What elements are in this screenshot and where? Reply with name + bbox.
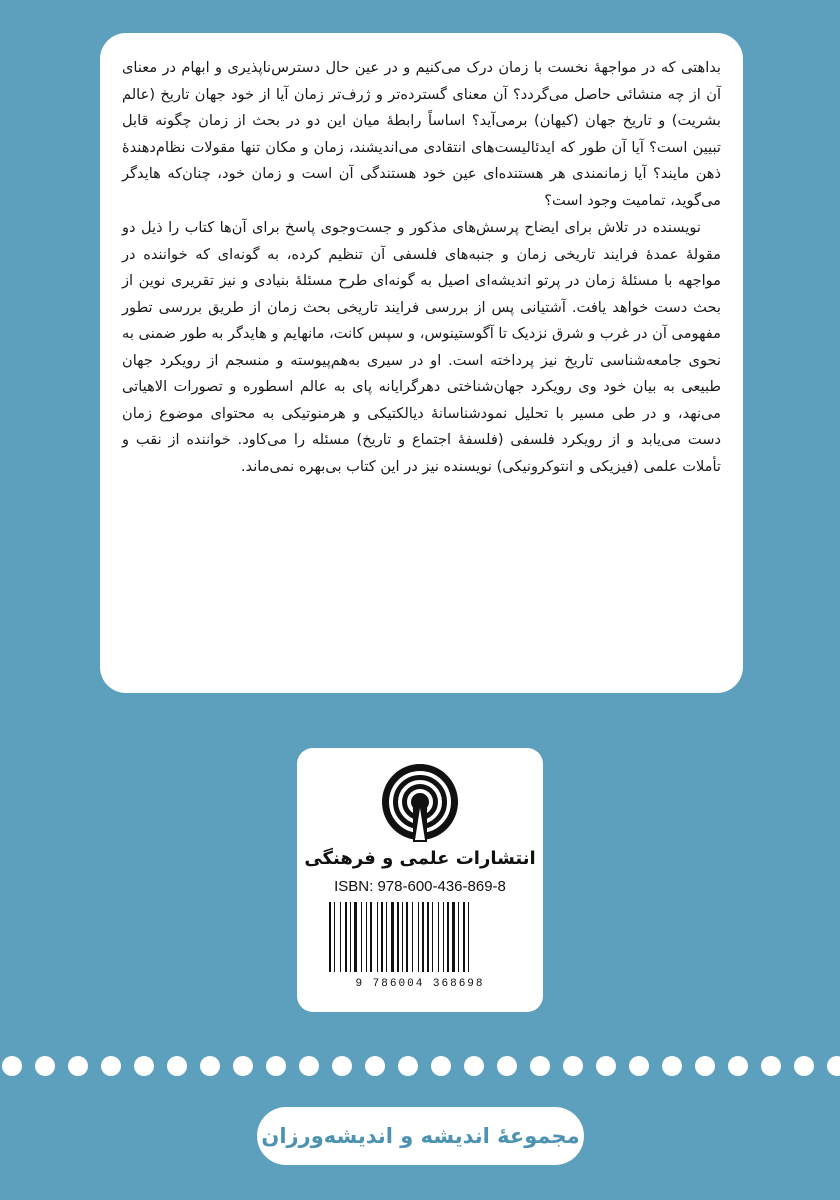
barcode-bar (391, 902, 394, 972)
barcode-bar (432, 902, 433, 972)
barcode-bar (329, 902, 331, 972)
barcode-bar (447, 902, 449, 972)
divider-dot (167, 1056, 187, 1076)
barcode-bar (418, 902, 419, 972)
publisher-card (297, 748, 543, 1012)
divider-dot (728, 1056, 748, 1076)
divider-dot (398, 1056, 418, 1076)
divider-dot (200, 1056, 220, 1076)
divider-dot (2, 1056, 22, 1076)
series-badge (257, 1107, 584, 1165)
divider-dot (530, 1056, 550, 1076)
divider-dot (134, 1056, 154, 1076)
barcode-bar (406, 902, 408, 972)
divider-dot (629, 1056, 649, 1076)
barcode-bars (329, 902, 469, 972)
divider-dot (596, 1056, 616, 1076)
barcode-bar (422, 902, 424, 972)
barcode-bar (361, 902, 362, 972)
barcode-bar (345, 902, 347, 972)
blurb-paragraph-1: بداهتی که در مواجههٔ نخست با زمان درک می‌کنیم و در عین حال دسترس‌ناپذیری و ابهام در معنای آن از چه منشائی حاصل می‌گردد؟ آن معنای گسترده‌تر و ژرف‌تر زمان آیا از خود جهان تاریخ (عالم بشریت) و تاریخ جهان (کیهان) برمی‌آید؟ اساساً رابطهٔ میان این دو در بحث از زمان چگونه قابل تبیین است؟ آیا آن طور که ایدئالیست‌های انتقادی می‌اندیشند، زمان و مکان تنها مقولات نظام‌دهندهٔ ذهن مایند؟ آیا زمانمندی هر هستنده‌ای عین خود هستندگی آن است و زمان خود، چنان‌که هایدگر می‌گوید، تمامیت وجود است؟ (122, 59, 721, 209)
barcode-bar (370, 902, 372, 972)
divider-dot (299, 1056, 319, 1076)
divider-dot (563, 1056, 583, 1076)
divider-dot (68, 1056, 88, 1076)
barcode-bar (354, 902, 357, 972)
divider-dot (827, 1056, 840, 1076)
barcode-bar (443, 902, 444, 972)
barcode-bar (402, 902, 403, 972)
barcode-digits: 9 786004 368698 (355, 978, 485, 990)
barcode-bar (340, 902, 341, 972)
publisher-emblem-icon (380, 762, 460, 842)
barcode-bar (468, 902, 469, 972)
barcode-bar (381, 902, 383, 972)
divider-dot (101, 1056, 121, 1076)
barcode-bar (366, 902, 367, 972)
series-label: مجموعهٔ اندیشه و اندیشه‌ورزان (261, 1124, 580, 1148)
barcode-bar (334, 902, 335, 972)
barcode-bar (438, 902, 439, 972)
barcode-bar (397, 902, 399, 972)
divider-dot (266, 1056, 286, 1076)
divider-dot (431, 1056, 451, 1076)
divider-dot (794, 1056, 814, 1076)
divider-dot (464, 1056, 484, 1076)
barcode-bar (386, 902, 387, 972)
isbn-label: ISBN: 978-600-436-869-8 (334, 878, 506, 895)
isbn-barcode (321, 900, 519, 990)
barcode-bar (350, 902, 351, 972)
back-cover-blurb-card (100, 33, 743, 693)
barcode-bar (412, 902, 413, 972)
divider-dot (233, 1056, 253, 1076)
divider-dot (662, 1056, 682, 1076)
barcode-bar (458, 902, 459, 972)
divider-dot (365, 1056, 385, 1076)
divider-dot (695, 1056, 715, 1076)
divider-dot (497, 1056, 517, 1076)
publisher-name: انتشارات علمی و فرهنگی (304, 848, 536, 869)
divider-dot (35, 1056, 55, 1076)
barcode-bar (463, 902, 465, 972)
divider-dot (332, 1056, 352, 1076)
blurb-paragraph-2: نویسنده در تلاش برای ایضاح پرسش‌های مذکور و جست‌وجوی پاسخ برای آن‌ها کتاب را ذیل دو مقولهٔ عمدهٔ فرایند تاریخی زمان و جنبه‌های فلسفی آن تنظیم کرده، به گونه‌ای که خواننده در مواجهه با مسئلهٔ زمان در پرتو اندیشه‌ای اصیل به گونه‌ای طرح مسئلهٔ بنیادی و نیز تقریری نوین از بحث دست خواهد یافت. آشتیانی پس از بررسی فرایند تاریخی بحث زمان از طریق بررسی تطور مفهومی آن در غرب و شرق نزدیک تا آگوستینوس، و سپس کانت، مانهایم و هایدگر به طور ضمنی به نحوی جامعه‌شناسی تاریخ نیز پرداخته است. او در سیری به‌هم‌پیوسته و منسجم از رویکرد جهان طبیعی به بیان خود وی رویکرد جهان‌شناختی دهرگرایانه پای به عالم اسطوره و تصورات الاهیاتی می‌نهد، و در طی مسیر با تحلیل نمودشناسانهٔ دیالکتیکی و هرمنوتیکی به محتوای موضوع زمان دست می‌یابد و از رویکرد فلسفی (فلسفهٔ اجتماع و تاریخ) مسئله را می‌کاود. خواننده از نقب و تأملات علمی (فیزیکی و انتوکرونیکی) نویسنده نیز در این کتاب بی‌بهره نمی‌ماند. (122, 219, 721, 475)
barcode-bar (427, 902, 429, 972)
barcode-bar (377, 902, 378, 972)
barcode-bar (452, 902, 455, 972)
divider-dot (761, 1056, 781, 1076)
dotted-divider (0, 1054, 840, 1078)
